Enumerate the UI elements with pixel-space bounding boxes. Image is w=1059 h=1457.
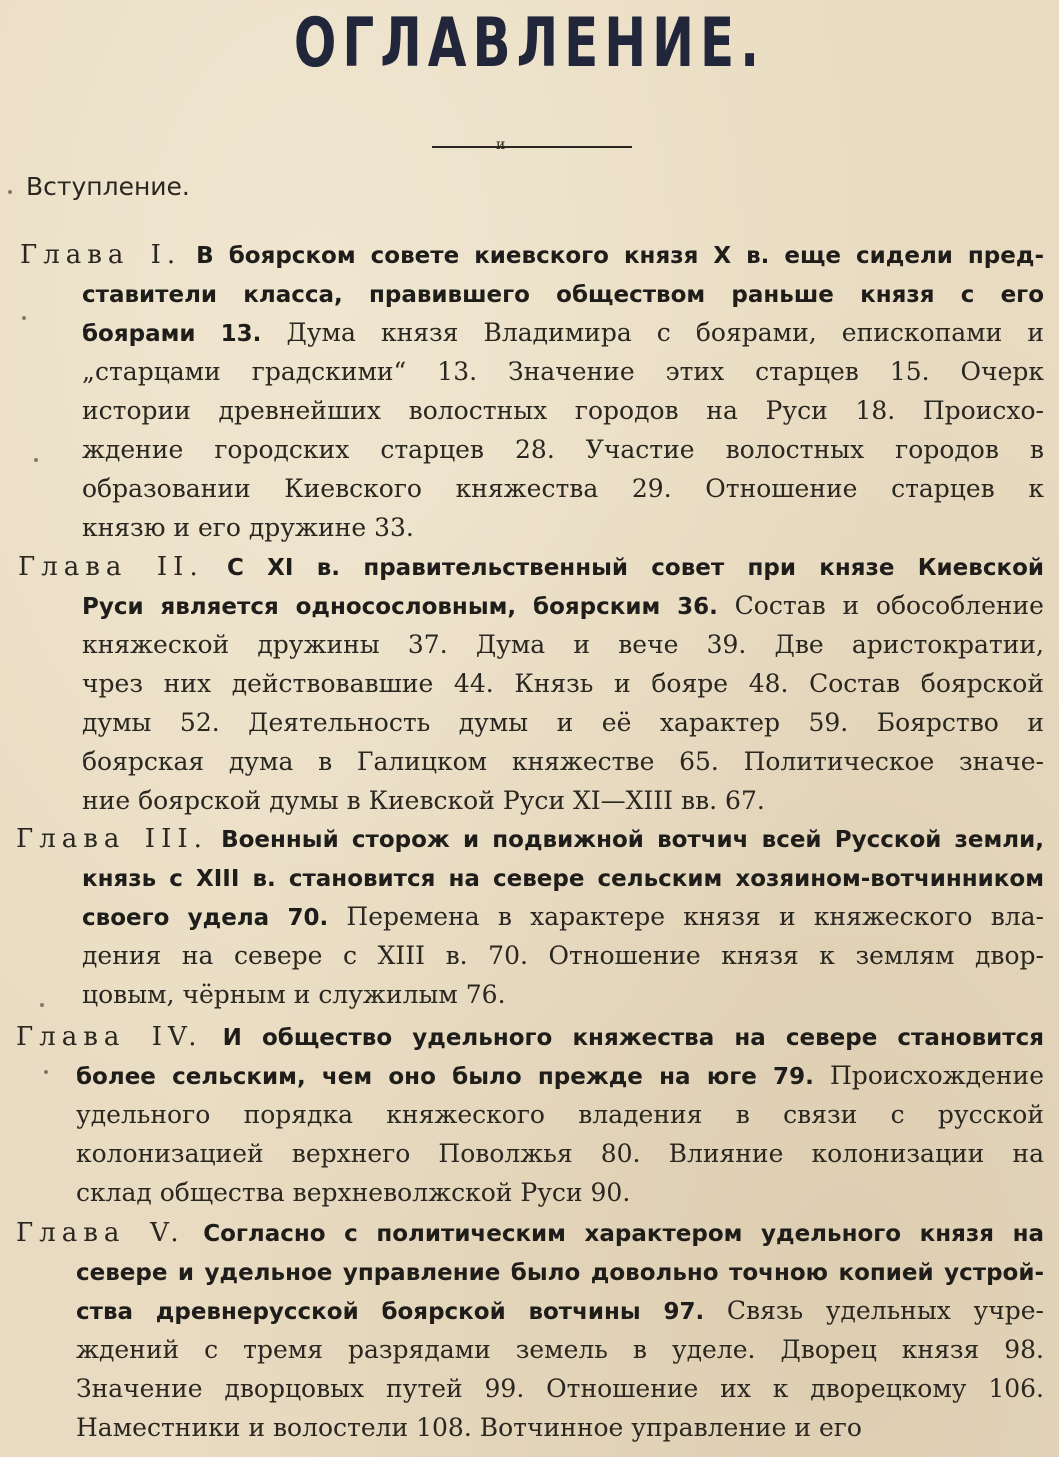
toc-line bbox=[82, 976, 1044, 1014]
print-speck bbox=[44, 1070, 48, 1074]
toc-line bbox=[82, 587, 1044, 625]
toc-line bbox=[82, 743, 1044, 781]
toc-line bbox=[82, 626, 1044, 664]
toc-line bbox=[82, 431, 1044, 469]
toc-line bbox=[18, 548, 1044, 586]
toc-line bbox=[76, 1174, 1044, 1212]
chapter-topics: Дума князя Владимира с боярами, епископами и bbox=[261, 318, 1045, 347]
chapter-topics: князю и его дружине 33. bbox=[82, 513, 414, 542]
toc-line bbox=[82, 470, 1044, 508]
toc-line bbox=[82, 898, 1044, 936]
chapter-topics: Значение дворцовых путей 99. Отношение их к дворецкому 106. bbox=[76, 1374, 1044, 1403]
toc-line bbox=[16, 1018, 1044, 1056]
print-speck bbox=[40, 1003, 44, 1007]
title-divider bbox=[432, 146, 632, 148]
chapter-topics: склад общества верхневолжской Руси 90. bbox=[76, 1178, 631, 1207]
page-title: ОГЛАВЛЕНИЕ. bbox=[293, 4, 766, 83]
toc-line bbox=[82, 937, 1044, 975]
print-speck bbox=[34, 458, 38, 462]
chapter-thesis: князь с XIII в. становится на севере сельским хозяином-вотчинником bbox=[82, 866, 1044, 892]
toc-line bbox=[20, 236, 1044, 274]
toc-line bbox=[82, 353, 1044, 391]
chapter-thesis: Согласно с политическим характером удельного князя на bbox=[184, 1221, 1044, 1247]
chapter-thesis: ставители класса, правившего обществом раньше князя с его bbox=[82, 282, 1044, 308]
chapter-label: Глава III. bbox=[16, 824, 208, 854]
chapter-thesis: В боярском совете киевского князя X в. еще сидели пред- bbox=[181, 243, 1044, 269]
chapter-topics: думы 52. Деятельность думы и её характер 59. Боярство и bbox=[82, 708, 1044, 737]
chapter-thesis: севере и удельное управление было довольно точною копией устрой- bbox=[76, 1260, 1044, 1286]
toc-line bbox=[16, 1214, 1044, 1252]
chapter-label: Глава IV. bbox=[16, 1022, 203, 1052]
toc-line bbox=[76, 1331, 1044, 1369]
chapter-topics: образовании Киевского княжества 29. Отношение старцев к bbox=[82, 474, 1044, 503]
toc-line bbox=[76, 1096, 1044, 1134]
chapter-topics: ждений с тремя разрядами земель в уделе. Дворец князя 98. bbox=[76, 1335, 1044, 1364]
chapter-thesis: Руси является односословным, боярским 36. bbox=[82, 594, 718, 620]
toc-line bbox=[82, 704, 1044, 742]
chapter-label: Глава II. bbox=[18, 552, 204, 582]
toc-introduction: Вступление. bbox=[26, 172, 190, 201]
toc-line bbox=[82, 509, 1044, 547]
chapter-thesis: боярами 13. bbox=[82, 321, 262, 347]
toc-line bbox=[82, 782, 1044, 820]
toc-line bbox=[82, 275, 1044, 313]
chapter-thesis: Военный сторож и подвижной вотчич всей Русской земли, bbox=[207, 827, 1044, 853]
chapter-topics: ние боярской думы в Киевской Руси XI—XIII вв. 67. bbox=[82, 786, 765, 815]
chapter-topics: Происхождение bbox=[813, 1061, 1044, 1090]
toc-line bbox=[76, 1057, 1044, 1095]
toc-line bbox=[76, 1135, 1044, 1173]
chapter-topics: истории древнейших волостных городов на Руси 18. Происхо- bbox=[82, 396, 1044, 425]
chapter-topics: „старцами градскими“ 13. Значение этих старцев 15. Очерк bbox=[82, 357, 1044, 386]
divider-ornament: и bbox=[496, 137, 506, 153]
toc-line bbox=[16, 820, 1044, 858]
chapter-label: Глава V. bbox=[16, 1218, 185, 1248]
toc-line bbox=[76, 1370, 1044, 1408]
chapter-topics: Связь удельных учре- bbox=[704, 1296, 1045, 1325]
chapter-topics: цовым, чёрным и служилым 76. bbox=[82, 980, 506, 1009]
chapter-topics: удельного порядка княжеского владения в связи с русской bbox=[76, 1100, 1044, 1129]
chapter-topics: чрез них действовавшие 44. Князь и бояре 48. Состав боярской bbox=[82, 669, 1044, 698]
chapter-topics: Наместники и волостели 108. Вотчинное управление и его bbox=[76, 1413, 862, 1442]
toc-line bbox=[82, 859, 1044, 897]
chapter-topics: Перемена в характере князя и княжеского вла- bbox=[328, 902, 1044, 931]
toc-line bbox=[82, 665, 1044, 703]
toc-line bbox=[76, 1253, 1044, 1291]
chapter-topics: Состав и обособление bbox=[717, 591, 1044, 620]
chapter-topics: княжеской дружины 37. Дума и вече 39. Две аристократии, bbox=[82, 630, 1044, 659]
toc-line bbox=[82, 314, 1044, 352]
chapter-topics: боярская дума в Галицком княжестве 65. Политическое значе- bbox=[82, 747, 1044, 776]
chapter-thesis: И общество удельного княжества на севере становится bbox=[202, 1025, 1044, 1051]
print-speck bbox=[22, 316, 26, 320]
chapter-thesis: своего удела 70. bbox=[82, 905, 329, 931]
chapter-label: Глава I. bbox=[20, 240, 182, 270]
print-speck bbox=[8, 190, 12, 194]
chapter-thesis: С XI в. правительственный совет при князе Киевской bbox=[203, 555, 1044, 581]
toc-line bbox=[76, 1409, 1044, 1447]
chapter-thesis: ства древнерусской боярской вотчины 97. bbox=[76, 1299, 705, 1325]
chapter-topics: дения на севере с XIII в. 70. Отношение князя к землям двор- bbox=[82, 941, 1044, 970]
chapter-thesis: более сельским, чем оно было прежде на юге 79. bbox=[76, 1064, 814, 1090]
chapter-topics: ждение городских старцев 28. Участие волостных городов в bbox=[82, 435, 1044, 464]
toc-line bbox=[82, 392, 1044, 430]
chapter-topics: колонизацией верхнего Поволжья 80. Влияние колонизации на bbox=[76, 1139, 1044, 1168]
toc-line bbox=[76, 1292, 1044, 1330]
